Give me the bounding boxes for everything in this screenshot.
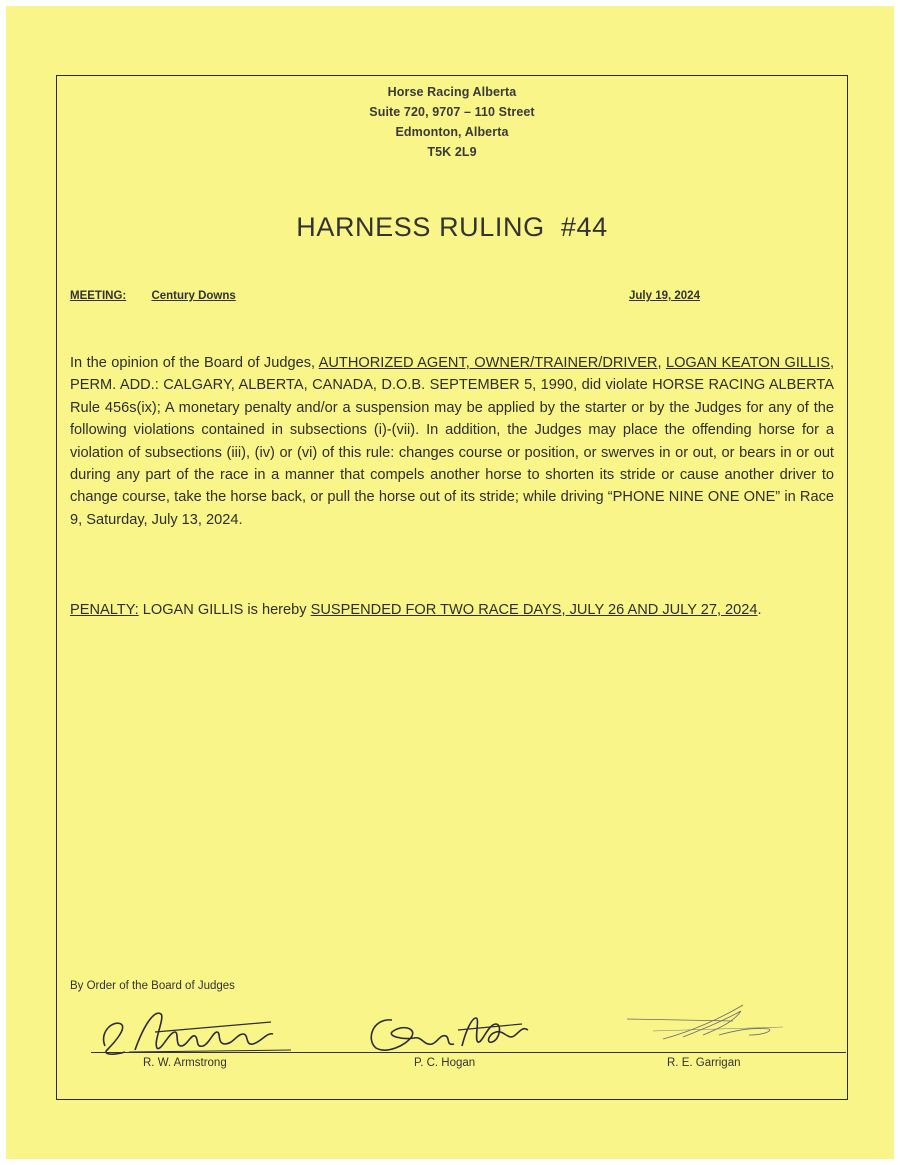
signature-garrigan [623,1001,793,1051]
meeting-row [70,290,830,302]
document-page [6,6,894,1159]
address-line-2: Edmonton, Alberta [395,125,509,139]
penalty-label: PENALTY: [70,602,139,618]
signature-armstrong [95,1002,295,1062]
order-statement: By Order of the Board of Judges [70,980,235,992]
ruling-title: HARNESS RULING #44 [296,212,608,242]
meeting-label: MEETING: [70,290,127,302]
penalty-suspension: SUSPENDED FOR TWO RACE DAYS, JULY 26 AND JULY 27, 2024 [310,602,758,618]
penalty-end: . [757,602,762,618]
ruling-date: July 19, 2024 [629,290,700,302]
address-line-1: Suite 720, 9707 – 110 Street [369,105,535,119]
judge-name-armstrong: R. W. Armstrong [143,1057,227,1069]
judge-name-garrigan: R. E. Garrigan [667,1057,741,1069]
body-details: , PERM. ADD.: CALGARY, ALBERTA, CANADA, D.O.B. SEPTEMBER 5, 1990, did violate HORSE RACING ALBERTA Rule 456s(ix); A monetary penalty and/or a suspension may be applied by the starter or by the Judges for any of the following violations contained in subsections (i)-(vii). In addition, the Judges may place the offending horse for a violation of subsections (iii), (iv) or (vi) of this rule: changes course or position, or swerves in or out, or bears in or out during any part of the race in a manner that compels another horse to shorten its stride or cause another driver to change course, take the horse back, or pull the horse out of its stride; while driving “PHONE NINE ONE ONE” in Race 9, Saturday, July 13, 2024. [70,355,835,528]
body-intro: In the opinion of the Board of Judges, [70,355,319,371]
postal-code: T5K 2L9 [427,145,477,159]
signature-line [91,1052,846,1053]
penalty-text: LOGAN GILLIS is hereby [138,602,311,618]
ruling-body [70,352,834,531]
org-name: Horse Racing Alberta [387,85,517,99]
body-licensee-name: LOGAN KEATON GILLIS [665,355,830,371]
body-comma: , [657,355,666,371]
judge-name-hogan: P. C. Hogan [414,1057,476,1069]
meeting-value: Century Downs [151,290,236,302]
letterhead-address [57,82,847,162]
body-role: AUTHORIZED AGENT, OWNER/TRAINER/DRIVER [318,355,658,371]
ruling-frame [56,75,848,1100]
penalty-paragraph [70,599,834,621]
